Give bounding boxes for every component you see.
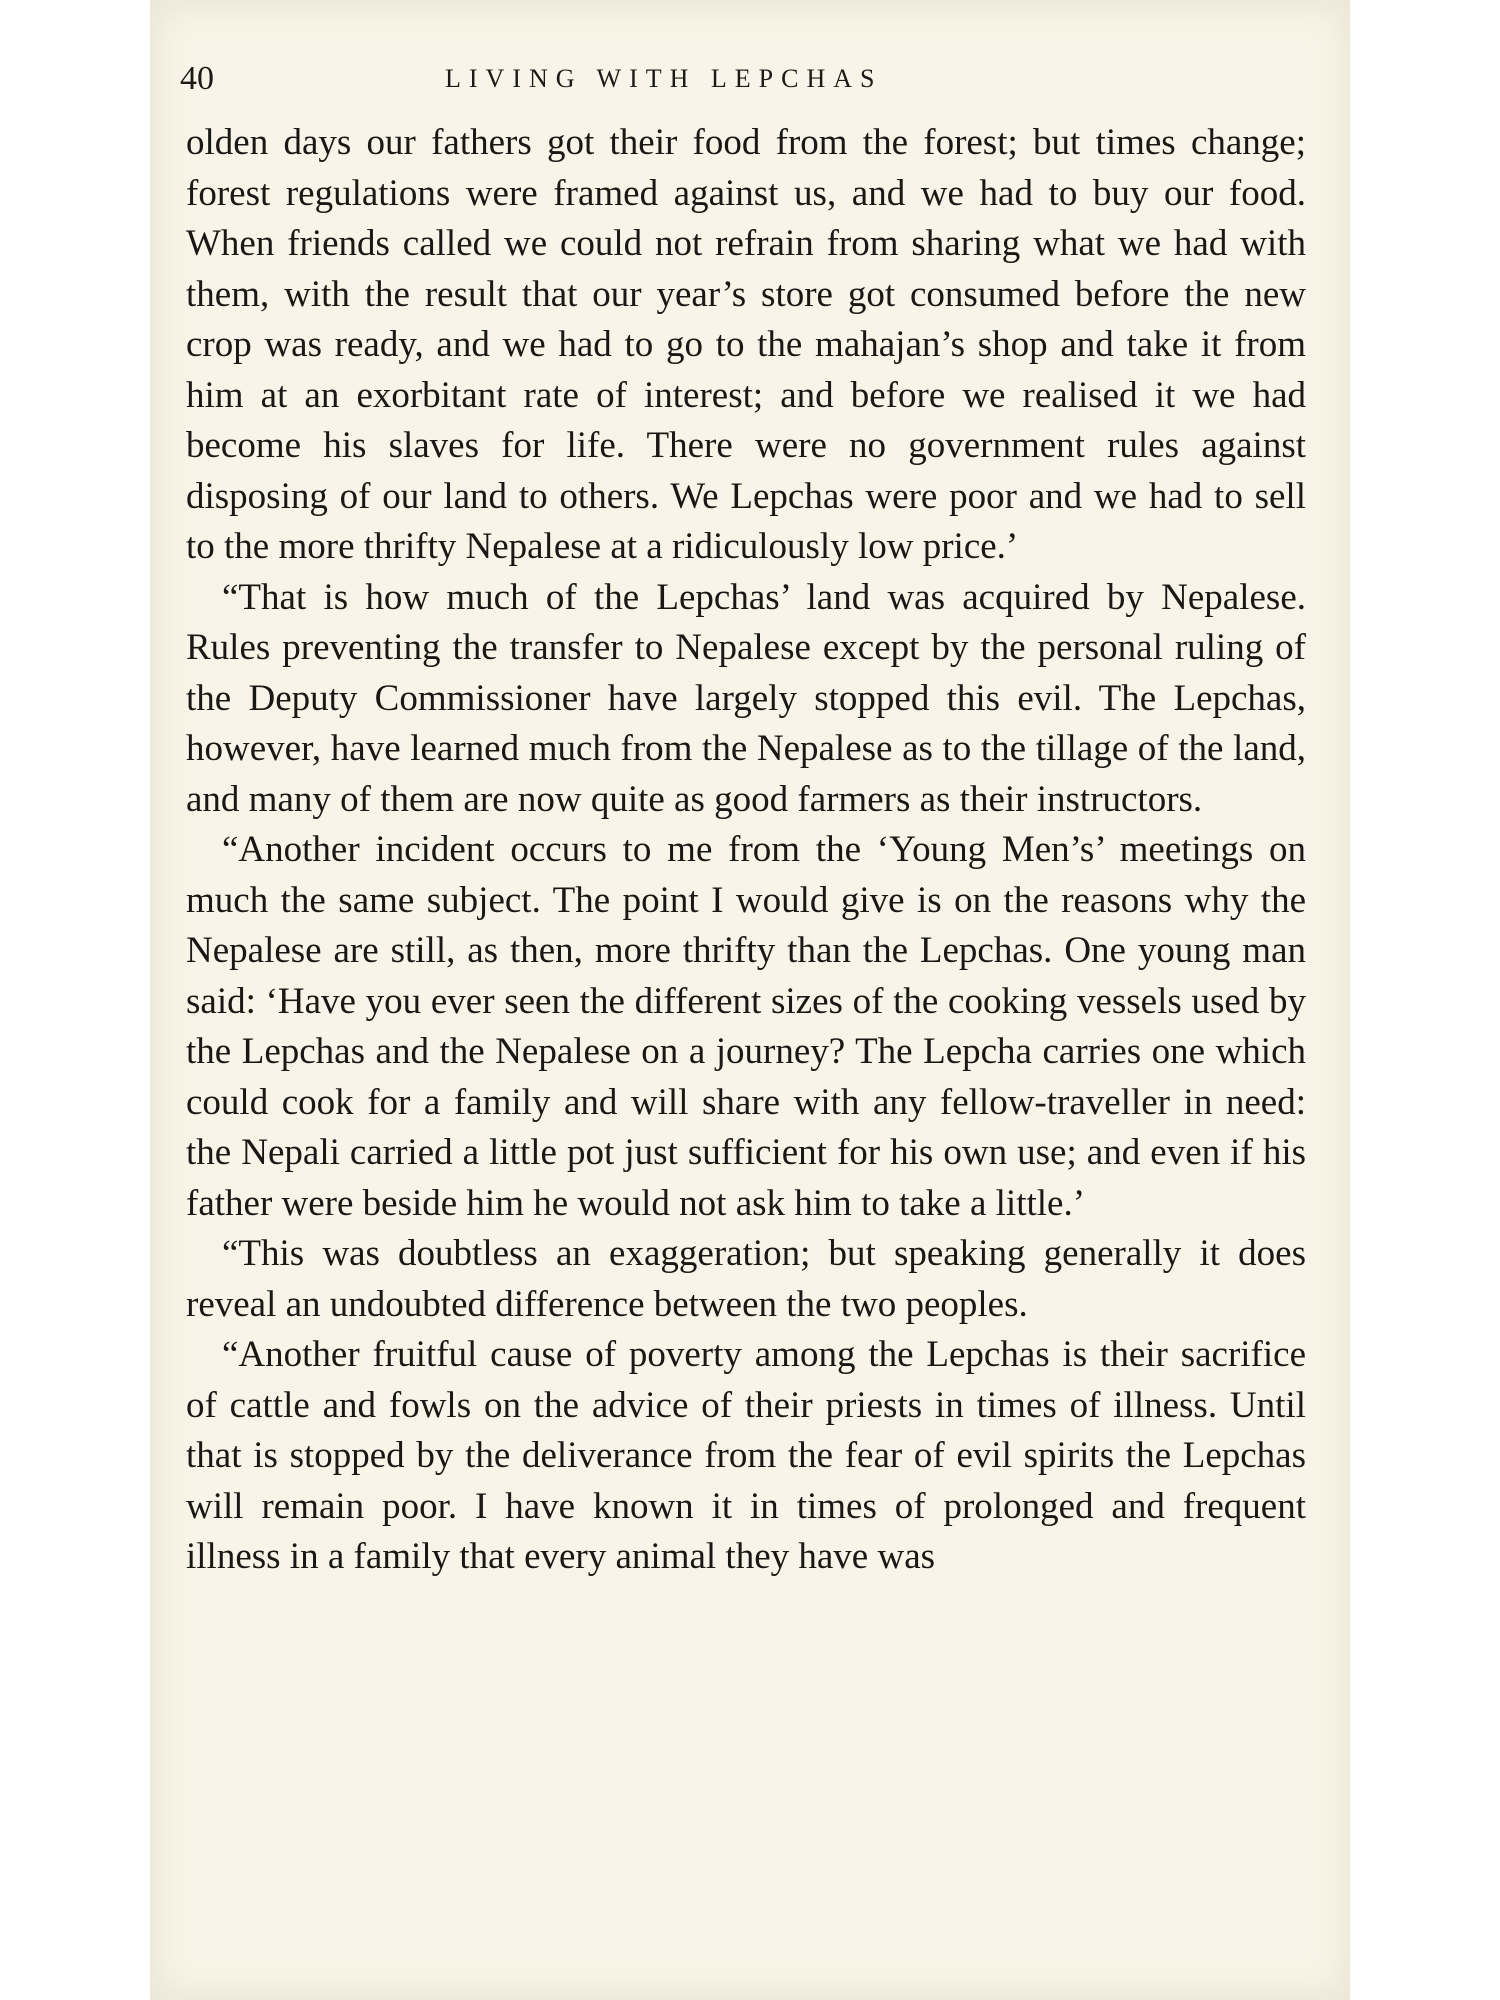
paragraph-land-acquired: “That is how much of the Lepchas’ land was acquired by Nepalese. Rules preventing the transfer to Nepalese except by the personal ruling of the Deputy Commissioner have largely stopped this evil. The Lepchas, however, have learned much from the Nepalese as to the tillage of the land, and many of them are now quite as good farmers as their instructors. xyxy=(186,576,1306,820)
paragraph-cooking-vessels: “Another incident occurs to me from the ‘Young Men’s’ meetings on much the same subject. The point I would give is on the reasons why the Nepalese are still, as then, more thrifty than the Lepchas. One young man said: ‘Have you ever seen the different sizes of the cooking vessels used by the Lepchas and the Nepalese on a journey? The Lepcha carries one which could cook for a family and will share with any fellow-traveller in need: the Nepali carried a little pot just sufficient for his own use; and even if his father were beside him he would not ask him to take a little.’ xyxy=(186,829,1306,1224)
paragraph-continuation: olden days our fathers got their food from the forest; but times change; forest regulations were framed against us, and we had to buy our food. When friends called we could not refrain from sharing what we had with them, with the result that our year’s store got consumed before the new crop was ready, and we had to go to the mahajan’s shop and take it from him at an exorbitant rate of interest; and before we realised it we had become his slaves for life. There were no government rules against disposing of our land to others. We Lepchas were poor and we had to sell to the more thrifty Nepalese at a ridiculously low price.’ xyxy=(186,122,1306,567)
running-head xyxy=(180,54,1330,104)
book-title: LIVING WITH LEPCHAS xyxy=(445,64,883,93)
paragraph-exaggeration: “This was doubtless an exaggeration; but speaking generally it does reveal an undoubted difference between the two peoples. xyxy=(186,1233,1306,1325)
body-text xyxy=(186,118,1306,1583)
paragraph-sacrifice: “Another fruitful cause of poverty among the Lepchas is their sacrifice of cattle and fowls on the advice of their priests in times of illness. Until that is stopped by the deliverance from the fear of evil spirits the Lepchas will remain poor. I have known it in times of prolonged and frequent illness in a family that every animal they have was xyxy=(186,1334,1306,1577)
page-number: 40 xyxy=(180,60,214,97)
